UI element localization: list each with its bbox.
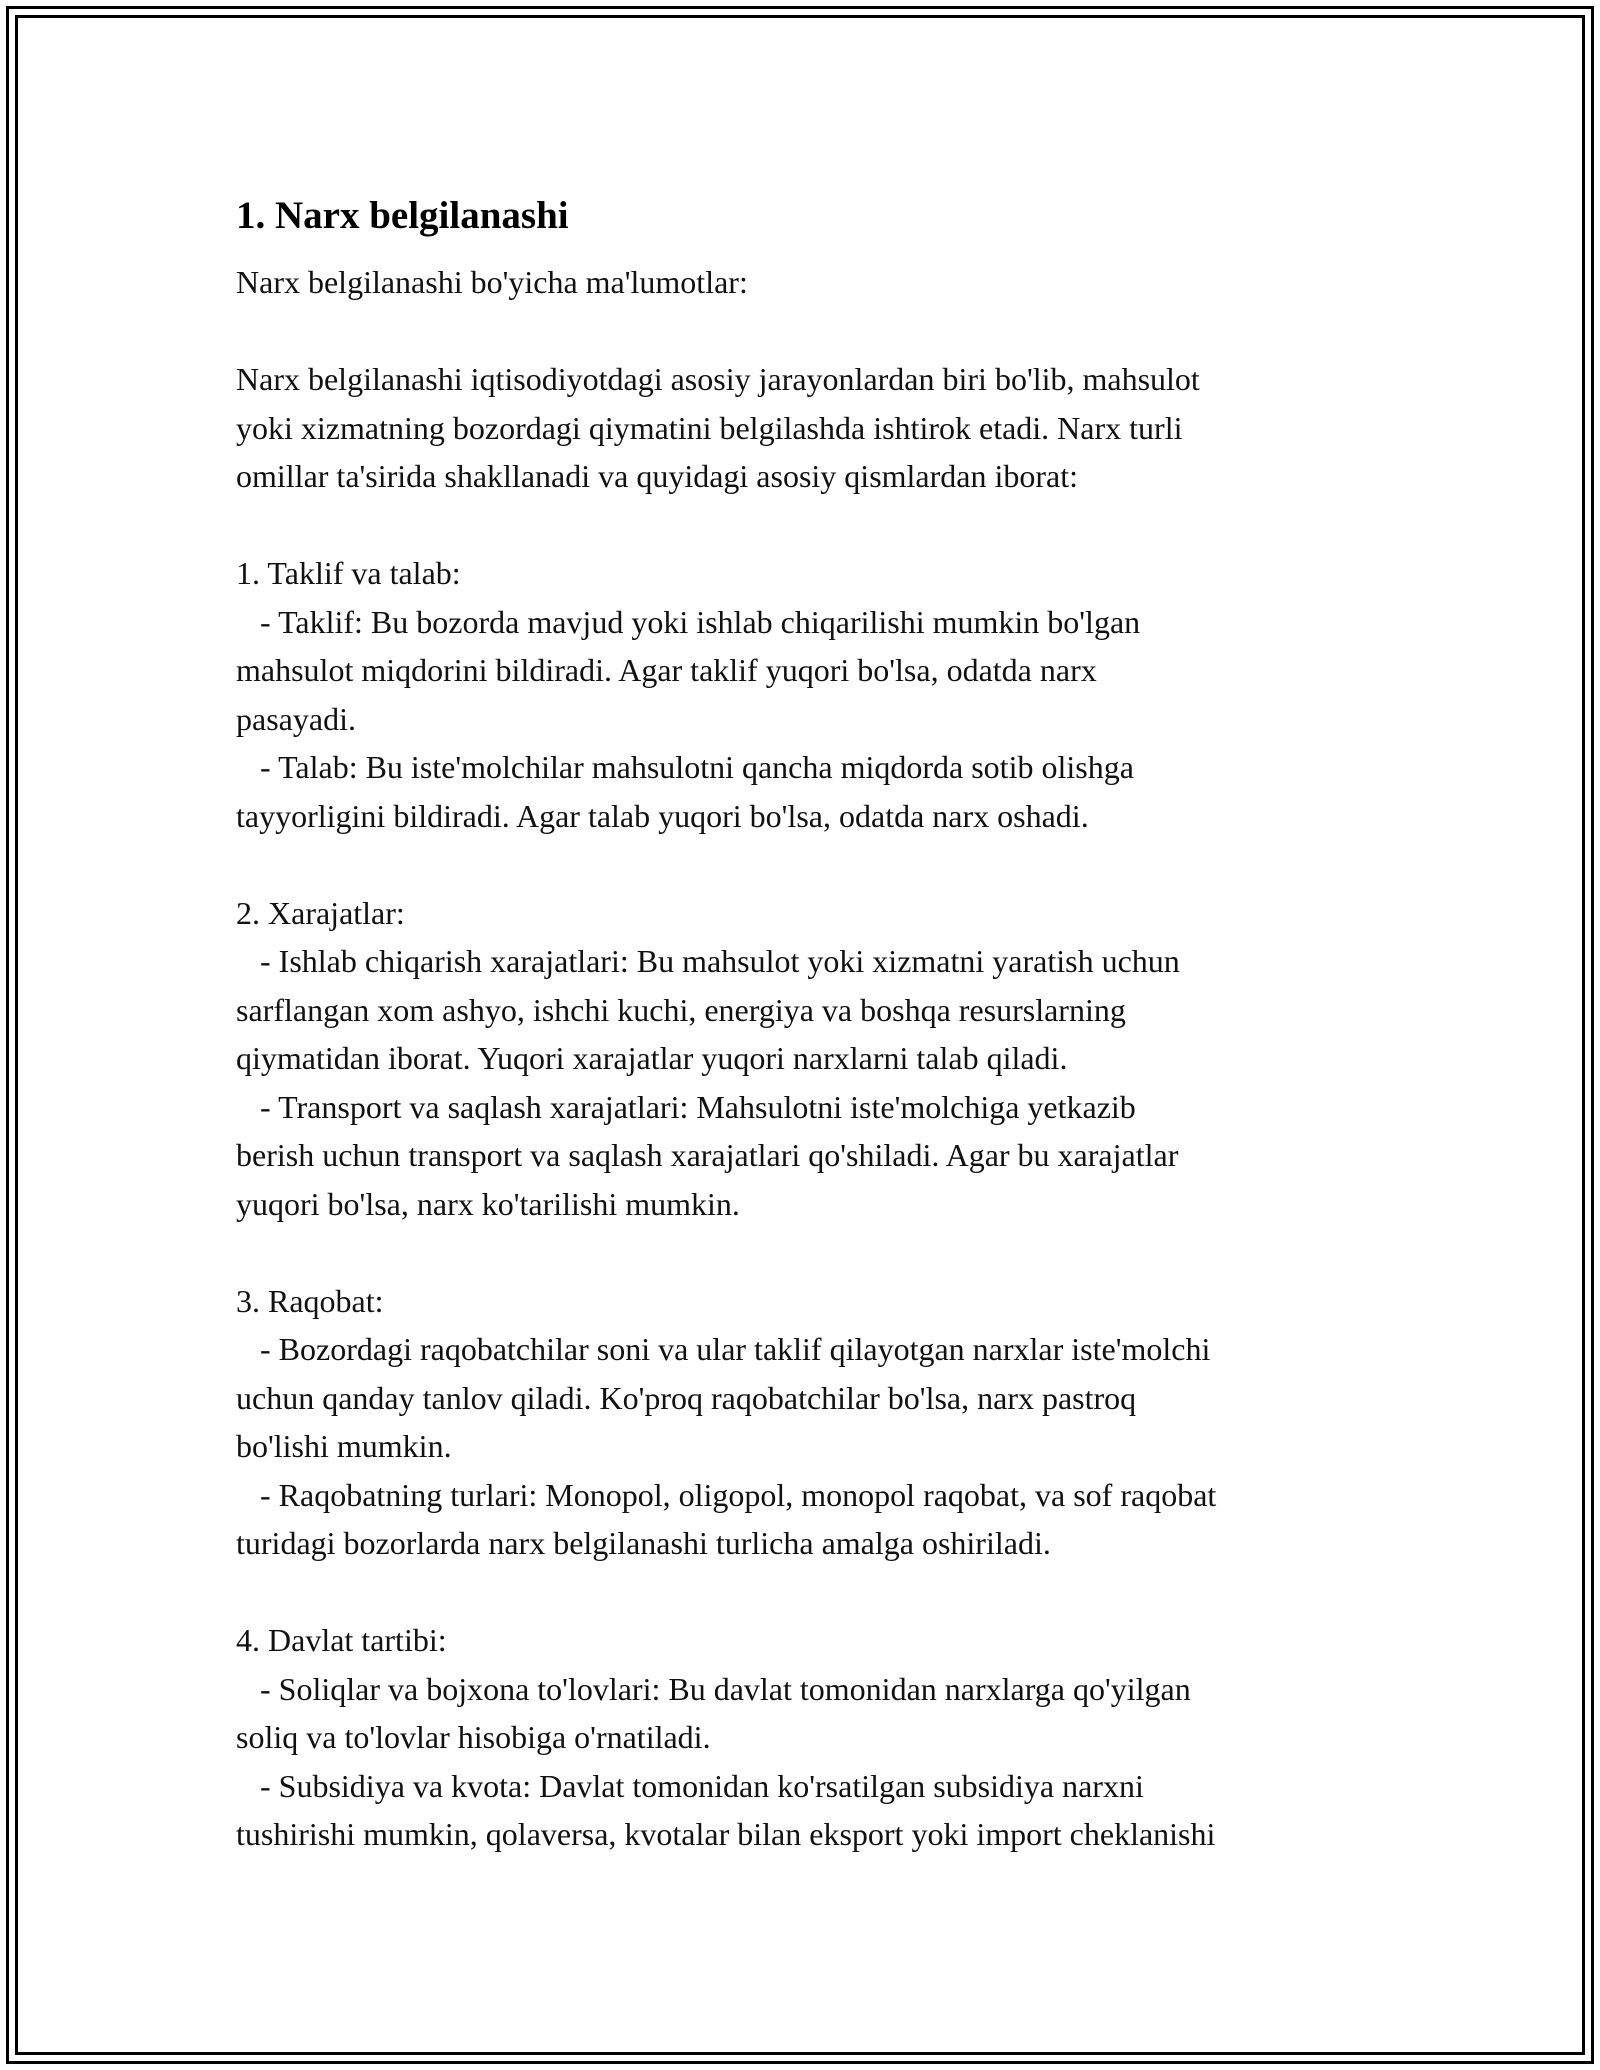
document-page: [236, 186, 1386, 1859]
document-title: 1. Narx belgilanashi: [236, 194, 569, 237]
document-body-text: Narx belgilanashi bo'yicha ma'lumotlar: Narx belgilanashi iqtisodiyotdagi asosiy jarayonlardan biri bo'lib, mahsulot yoki xizmatning bozordagi qiymatini belgilashda ishtirok etadi. Narx turli omillar ta'sirida shakllanadi va quyidagi asosiy qismlardan iborat: 1. Taklif va talab: - Taklif: Bu bozorda mavjud yoki ishlab chiqarilishi mumkin bo'lgan mahsulot miqdorini bildiradi. Agar taklif yuqori bo'lsa, odatda narx pasayadi. - Talab: Bu iste'molchilar mahsulotni qancha miqdorda sotib olishga tayyorligini bildiradi. Agar talab yuqori bo'lsa, odatda narx oshadi. 2. Xarajatlar: - Ishlab chiqarish xarajatlari: Bu mahsulot yoki xizmatni yaratish uchun sarflangan xom ashyo, ishchi kuchi, energiya va boshqa resurslarning qiymatidan iborat. Yuqori xarajatlar yuqori narxlarni talab qiladi. - Transport va saqlash xarajatlari: Mahsulotni iste'molchiga yetkazib berish uchun transport va saqlash xarajatlari qo'shiladi. Agar bu xarajatlar yuqori bo'lsa, narx ko'tarilishi mumkin. 3. Raqobat: - Bozordagi raqobatchilar soni va ular taklif qilayotgan narxlar iste'molchi uchun qanday tanlov qiladi. Ko'proq raqobatchilar bo'lsa, narx pastroq bo'lishi mumkin. - Raqobatning turlari: Monopol, oligopol, monopol raqobat, va sof raqobat turidagi bozorlarda narx belgilanashi turlicha amalga oshiriladi. 4. Davlat tartibi: - Soliqlar va bojxona to'lovlari: Bu davlat tomonidan narxlarga qo'yilgan soliq va to'lovlar hisobiga o'rnatiladi. - Subsidiya va kvota: Davlat tomonidan ko'rsatilgan subsidiya narxni tushirishi mumkin, qolaversa, kvotalar bilan eksport yoki import cheklanishi: [236, 264, 1217, 1852]
